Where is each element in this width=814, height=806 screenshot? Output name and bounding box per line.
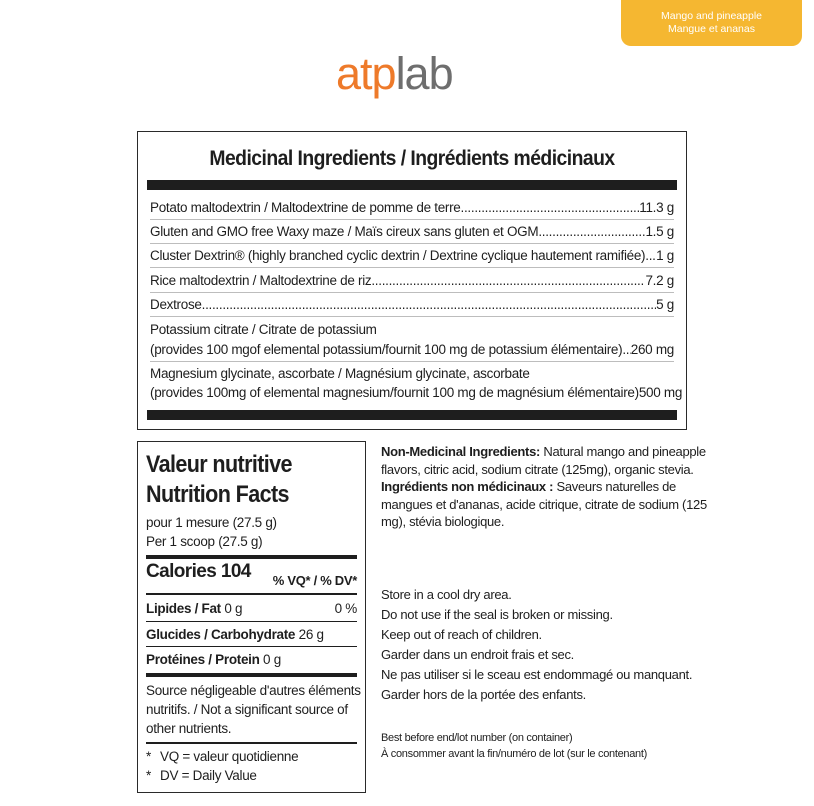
storage-line: Ne pas utiliser si le sceau est endommagé ou manquant. [381, 667, 693, 682]
footnote-dv: * DV = Daily Value [146, 768, 257, 783]
medicinal-title: Medicinal Ingredients / Ingrédients médicinaux [209, 146, 615, 170]
flavor-english: Mango and pineapple [660, 10, 762, 22]
fat-dv: 0 % [334, 601, 357, 616]
carb-label: Glucides / Carbohydrate [146, 627, 296, 642]
storage-warnings [381, 585, 692, 705]
non-medicinal-text-fr: Saveurs naturelles de [553, 479, 676, 494]
med-row-label: (provides 100 mgof elemental potassium/fournit 100 mg de potassium élémentaire) [150, 342, 623, 357]
nutrition-title-en: Nutrition Facts [146, 481, 289, 508]
serving-size-fr: pour 1 mesure (27.5 g) [146, 515, 277, 530]
med-row-label: Rice maltodextrin / Maltodextrine de riz [150, 273, 372, 288]
non-medicinal-heading-fr: Ingrédients non médicinaux : [381, 479, 554, 494]
med-row-cluster-dextrin [150, 247, 674, 264]
med-row-label: (provides 100mg of elemental magnesium/fournit 100 mg de magnésium élémentaire) [150, 385, 639, 400]
calories-row [146, 561, 357, 588]
flavor-tab [621, 0, 802, 46]
row-divider [146, 621, 357, 622]
non-medicinal-ingredients [381, 443, 707, 531]
med-row-value: 1.5 g [645, 224, 674, 239]
dv-header: % VQ* / % DV* [272, 573, 357, 588]
med-row-label: Dextrose [150, 297, 202, 312]
med-row-magnesium [150, 384, 683, 401]
thick-divider [146, 673, 357, 677]
bottom-thick-divider [147, 410, 677, 420]
medicinal-ingredients-panel [137, 131, 687, 430]
row-divider [150, 316, 674, 317]
med-row-potassium-name: Potassium citrate / Citrate de potassium [150, 322, 377, 337]
fat-row [146, 600, 357, 617]
protein-label: Protéines / Protein [146, 652, 260, 667]
storage-line: Do not use if the seal is broken or missing. [381, 607, 613, 622]
best-before-fr: À consommer avant la fin/numéro de lot (sur le contenant) [381, 748, 647, 760]
medium-divider [146, 742, 357, 744]
row-divider [150, 243, 674, 244]
med-row-label: Gluten and GMO free Waxy maze / Maïs cireux sans gluten et OGM [150, 224, 539, 239]
med-row-dextrose [150, 296, 674, 313]
nutrition-facts-panel [137, 441, 366, 793]
footnote-star: * [146, 768, 151, 783]
non-medicinal-text-fr-2: mangues et d'ananas, acide citrique, citrate de sodium (125 [381, 496, 707, 512]
fat-label: Lipides / Fat [146, 601, 221, 616]
storage-line: Garder dans un endroit frais et sec. [381, 647, 574, 662]
top-thick-divider [147, 180, 677, 190]
protein-amount: 0 g [263, 652, 281, 667]
med-row-label: Cluster Dextrin® (highly branched cyclic dextrin / Dextrine cyclique hautement ramifiée) [150, 248, 646, 263]
med-row-magnesium-name: Magnesium glycinate, ascorbate / Magnésium glycinate, ascorbate [150, 366, 530, 381]
not-significant-source-line3: other nutrients. [146, 721, 232, 736]
footnote-vq: * VQ = valeur quotidienne [146, 749, 299, 764]
med-row-waxy-maize [150, 223, 674, 240]
logo-part-atp: atp [336, 48, 396, 99]
row-divider [150, 267, 674, 268]
best-before-en: Best before end/lot number (on container) [381, 732, 573, 744]
nutrition-title-fr: Valeur nutritive [146, 451, 292, 478]
row-divider [150, 219, 674, 220]
non-medicinal-text-fr-3: mg), stévia biologique. [381, 514, 505, 529]
medium-divider [146, 593, 357, 595]
protein-row [146, 651, 357, 668]
storage-line: Keep out of reach of children. [381, 627, 542, 642]
row-divider [150, 292, 674, 293]
non-medicinal-text-en: Natural mango and pineapple [540, 444, 706, 459]
med-row-value: 1 g [656, 248, 674, 263]
carbohydrate-row [146, 626, 357, 643]
storage-line: Store in a cool dry area. [381, 587, 512, 602]
not-significant-source-line2: nutritifs. / Not a significant source of [146, 702, 348, 717]
calories-label: Calories 104 [146, 561, 251, 582]
footnote-star: * [146, 749, 151, 764]
med-row-value: 5 g [656, 297, 674, 312]
storage-line: Garder hors de la portée des enfants. [381, 687, 586, 702]
med-row-value: 500 mg [638, 385, 683, 400]
brand-logo [336, 46, 453, 102]
carb-amount: 26 g [298, 627, 324, 642]
row-divider [150, 361, 674, 362]
logo-part-lab: lab [395, 48, 453, 99]
not-significant-source-line1: Source négligeable d'autres éléments [146, 683, 361, 698]
med-row-rice-maltodextrin [150, 272, 674, 289]
med-row-label: Potato maltodextrin / Maltodextrine de pomme de terre [150, 200, 461, 215]
non-medicinal-text-en-2: flavors, citric acid, sodium citrate (125mg), organic stevia. [381, 461, 694, 477]
med-row-value: 11.3 g [639, 200, 674, 215]
fat-amount: 0 g [224, 601, 243, 616]
thick-divider [146, 555, 357, 559]
med-row-value: 7.2 g [645, 273, 674, 288]
non-medicinal-heading-en: Non-Medicinal Ingredients: [381, 444, 541, 459]
med-row-value: 260 mg [630, 342, 674, 357]
serving-size-en: Per 1 scoop (27.5 g) [146, 534, 263, 549]
med-row-potassium [150, 341, 674, 358]
med-row-potato [150, 199, 674, 216]
row-divider [146, 646, 357, 647]
flavor-french: Mangue et ananas [668, 23, 755, 35]
